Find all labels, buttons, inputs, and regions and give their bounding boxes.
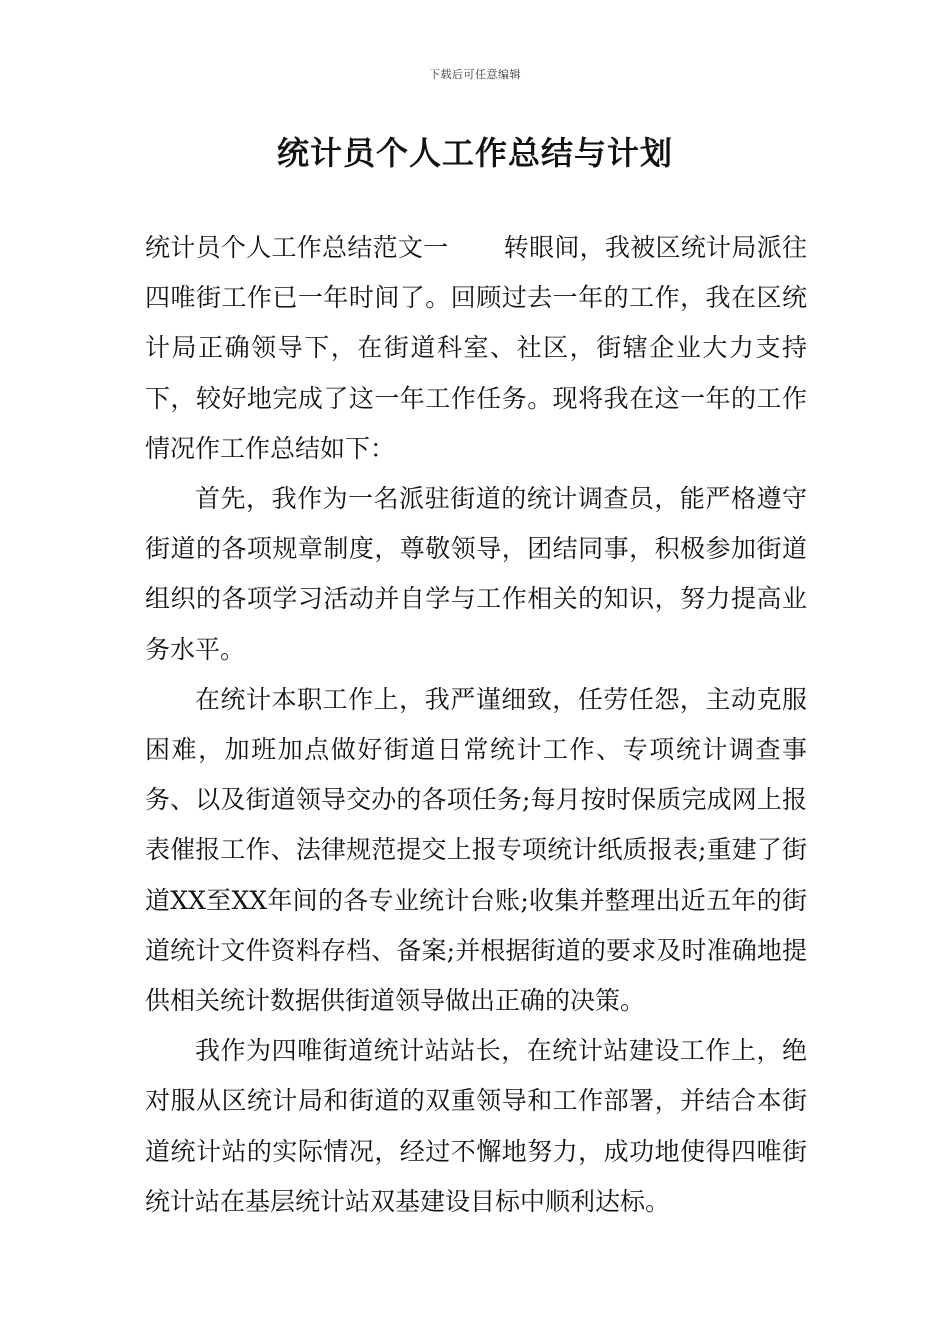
document-title: 统计员个人工作总结与计划 (276, 134, 673, 172)
intro-paragraph (145, 223, 807, 474)
document-body (145, 223, 807, 1227)
header-note: 下载后可任意编辑 (429, 68, 521, 81)
intro-text: 转眼间，我被区统计局派往四唯街工作已一年时间了。回顾过去一年的工作，我在区统计局正确领导下，在街道科室、社区，街辖企业大力支持下，较好地完成了这一年工作任务。现将我在这一年的工作情况作工作总结如下： (145, 233, 807, 463)
paragraph-2: 在统计本职工作上，我严谨细致，任劳任怨，主动克服困难，加班加点做好街道日常统计工作、专项统计调查事务、以及街道领导交办的各项任务;每月按时保质完成网上报表催报工作、法律规范提交上报专项统计纸质报表;重建了街道XX至XX年间的各专业统计台账;收集并整理出近五年的街道统计文件资料存档、备案;并根据街道的要求及时准确地提供相关统计数据供街道领导做出正确的决策。 (145, 684, 807, 1016)
paragraph-1: 首先，我作为一名派驻街道的统计调查员，能严格遵守街道的各项规章制度，尊敬领导，团结同事，积极参加街道组织的各项学习活动并自学与工作相关的知识，努力提高业务水平。 (145, 484, 807, 664)
paragraph-3: 我作为四唯街道统计站站长，在统计站建设工作上，绝对服从区统计局和街道的双重领导和工作部署，并结合本街道统计站的实际情况，经过不懈地努力，成功地使得四唯街统计站在基层统计站双基建设目标中顺利达标。 (145, 1036, 807, 1216)
intro-lead: 统计员个人工作总结范文一 (145, 233, 449, 262)
